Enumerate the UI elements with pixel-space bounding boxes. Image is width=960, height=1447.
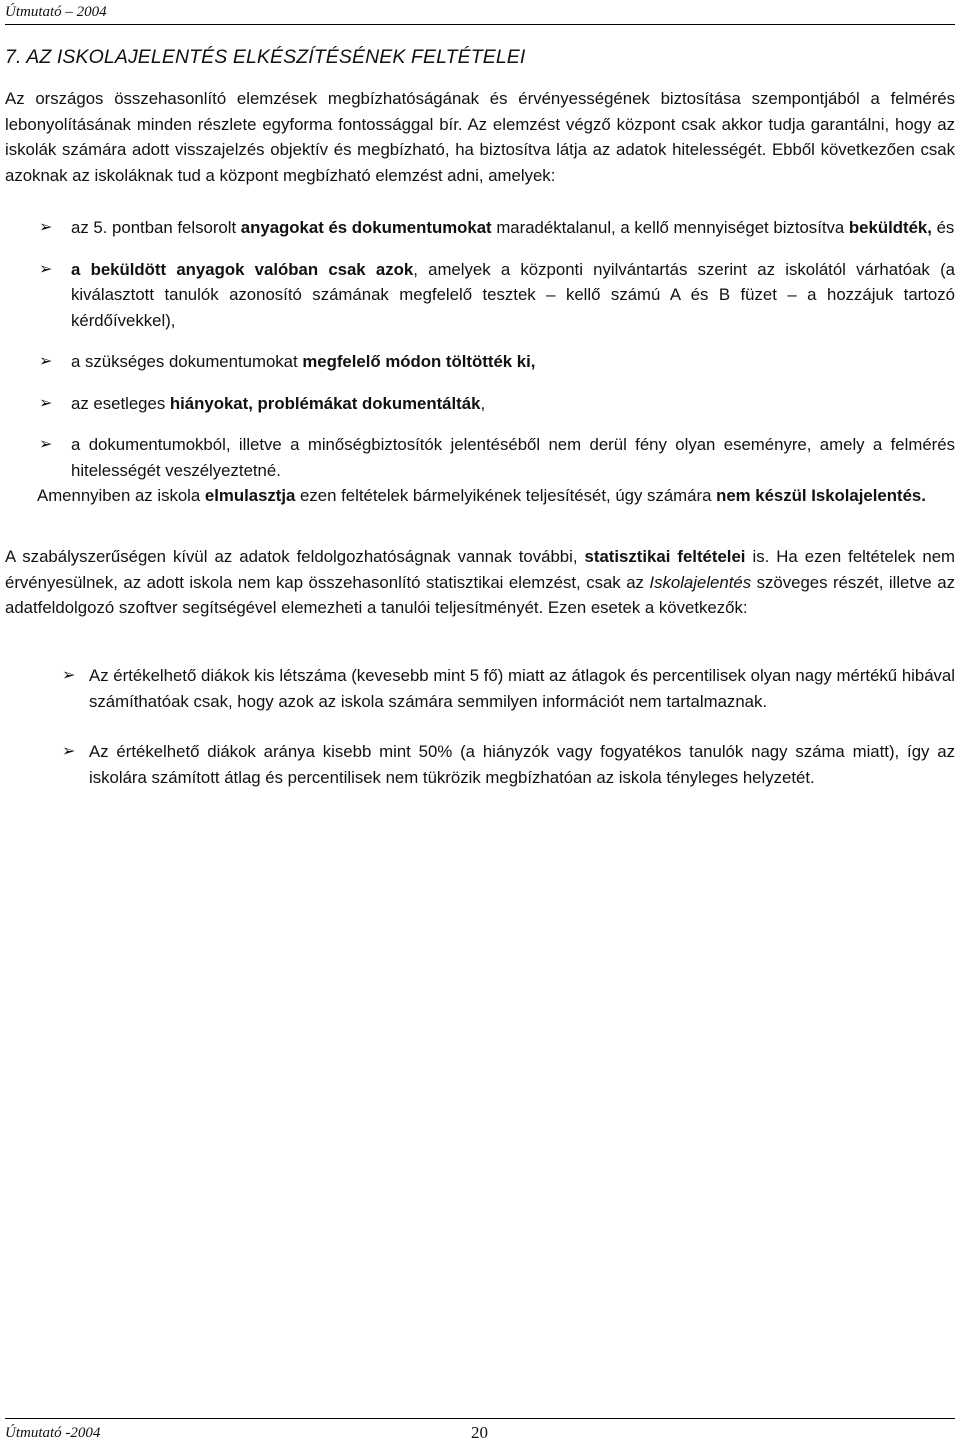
list-item — [5, 391, 955, 417]
item-text: Az értékelhető diákok aránya kisebb mint 50% (a hiányzók vagy fogyatékos tanulók nagy száma miatt), így az iskolára számított átlag és percentilisek nem tükrözik megbízhatóan az iskola tényleges helyzetét. — [89, 742, 955, 787]
section-title: 7. AZ ISKOLAJELENTÉS ELKÉSZÍTÉSÉNEK FELTÉTELEI — [5, 46, 526, 68]
item-text: maradéktalanul, a kellő mennyiséget biztosítva — [491, 218, 849, 237]
footer-label: Útmutató -2004 — [5, 1425, 101, 1441]
page-number: 20 — [471, 1423, 488, 1442]
stats-text-part: szöveges részét, illetve az adatfeldolgozó szoftver segítségével elemezheti a tanulói teljesítményét. Ezen esetek a következők: — [5, 572, 955, 617]
list-item — [5, 257, 955, 334]
stats-italic: Iskolajelentés — [649, 572, 752, 592]
item-text: a dokumentumokból, illetve a minőségbiztosítók jelentéséből nem derül fény olyan eseményre, amely a felmérés hitelességét veszélyeztetné. — [71, 435, 955, 480]
warning-paragraph — [37, 483, 955, 509]
arrow-bullet-icon: ➢ — [39, 353, 53, 370]
list-item — [5, 432, 955, 483]
running-header — [5, 4, 955, 25]
item-text: az esetleges — [71, 393, 170, 413]
running-header-title: Útmutató – 2004 — [5, 4, 107, 20]
item-emphasis: anyagokat és dokumentumokat — [240, 218, 492, 237]
arrow-bullet-icon: ➢ — [39, 219, 53, 236]
list-item — [5, 739, 955, 790]
item-emphasis: hiányokat, problémákat dokumentálták — [169, 393, 481, 413]
item-emphasis: a beküldött anyagok valóban csak azok — [71, 259, 414, 279]
cases-list — [5, 663, 955, 815]
item-text: Az értékelhető diákok kis létszáma (kevesebb mint 5 fő) miatt az átlagok és percentilisek olyan nagy mértékű hibával számíthatóak csak, hogy azok az iskola számára semmilyen információt nem tartalmaznak. — [89, 666, 955, 711]
running-footer — [5, 1418, 955, 1445]
intro-paragraph — [5, 86, 955, 188]
item-text: , amelyek a központi nyilvántartás szerint az iskolától várhatóak (a kiválasztott tanulók azonosító számának megfelelő tesztek – kellő számú A és B füzet – a hozzájuk tartozó kérdőívekkel), — [71, 259, 955, 330]
item-emphasis: megfelelő módon töltötték ki, — [302, 352, 536, 371]
list-item — [5, 215, 955, 241]
item-text: , — [480, 393, 486, 413]
arrow-bullet-icon: ➢ — [62, 743, 76, 760]
warning-emphasis: elmulasztja — [204, 486, 296, 505]
list-item — [5, 663, 955, 714]
item-emphasis: beküldték, — [848, 218, 932, 237]
arrow-bullet-icon: ➢ — [62, 667, 76, 684]
warning-text: Amennyiben az iskola — [37, 486, 205, 505]
arrow-bullet-icon: ➢ — [39, 394, 53, 412]
stats-text-part: is. Ha ezen feltételek nem érvényesülnek, az adott iskola nem kap összehasonlító statisztikai elemzést, csak az — [5, 547, 956, 592]
stats-emphasis: statisztikai feltételei — [584, 547, 746, 566]
conditions-list — [5, 215, 955, 499]
statistical-conditions-paragraph — [5, 544, 955, 621]
stats-text — [5, 544, 955, 621]
intro-text: Az országos összehasonlító elemzések megbízhatóságának és érvényességének biztosítása szempontjából a felmérés lebonyolításának minden részlete egyforma fontossággal bír. Az elemzést végző központ csak akkor tudja garantálni, hogy az iskolák számára adott visszajelzés objektív és megbízható, ha biztosítva látja az adatok hitelességét. Ebből következően csak azoknak az iskoláknak tud a központ megbízható elemzést adni, amelyek: — [5, 89, 955, 185]
warning-emphasis: nem készül Iskolajelentés. — [716, 486, 926, 505]
item-text: a szükséges dokumentumokat — [71, 352, 303, 371]
item-text: és — [931, 218, 955, 237]
list-item — [5, 349, 955, 375]
warning-text: ezen feltételek bármelyikének teljesítését, úgy számára — [295, 486, 717, 505]
item-text: az 5. pontban felsorolt — [71, 218, 241, 237]
stats-text-part: A szabályszerűségen kívül az adatok feldolgozhatóságnak vannak további, — [5, 547, 585, 566]
arrow-bullet-icon: ➢ — [39, 260, 53, 278]
arrow-bullet-icon: ➢ — [39, 436, 53, 453]
